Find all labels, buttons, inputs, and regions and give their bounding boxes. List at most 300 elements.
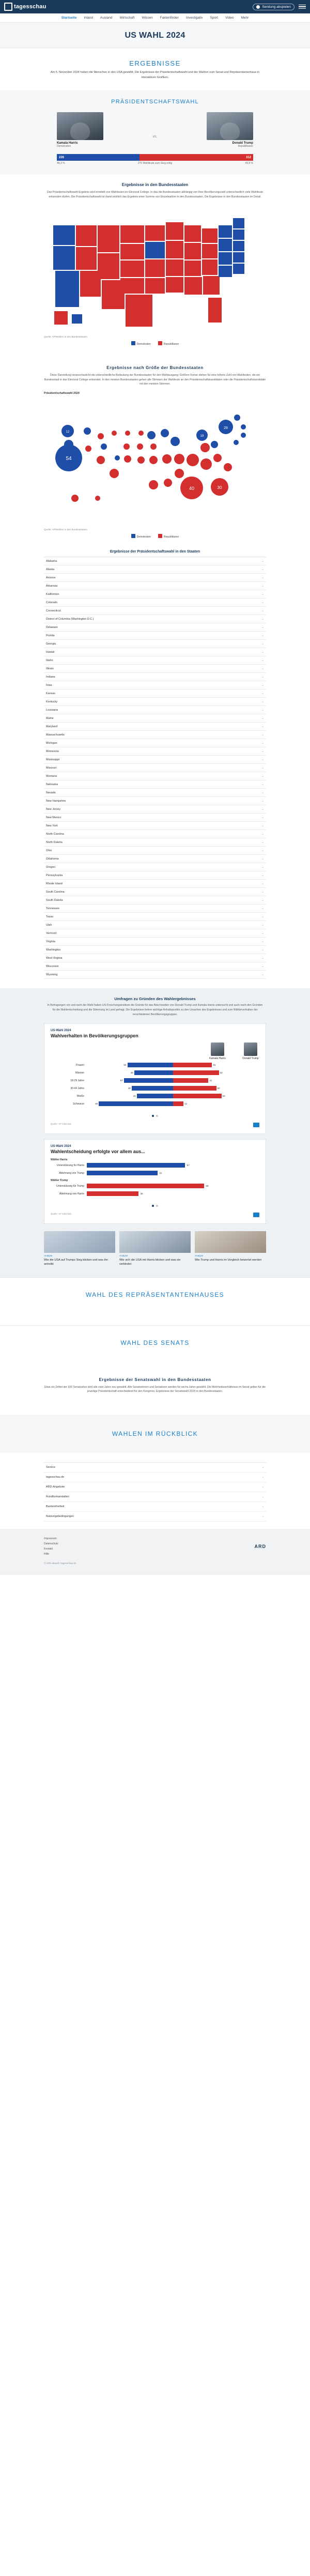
legend-republicans: Republikaner <box>158 341 179 346</box>
state-name: District of Columbia (Washington D.C.) <box>46 617 94 621</box>
chevron-down-icon: ⌄ <box>261 585 264 588</box>
state-row[interactable] <box>44 764 266 772</box>
chevron-down-icon: ⌄ <box>261 609 264 613</box>
teaser-image-2 <box>119 1231 191 1253</box>
state-row[interactable] <box>44 574 266 582</box>
chart1-title: Wahlverhalten in Bevölkerungsgruppen <box>51 1033 138 1038</box>
bubble-legend-democrats: Demokraten <box>131 534 151 539</box>
chart2-value: 30 <box>140 1192 143 1195</box>
state-name: Illinois <box>46 667 54 670</box>
chevron-down-icon: ⌄ <box>261 766 264 770</box>
nav-item-wissen[interactable]: Wissen <box>142 16 153 20</box>
state-name: New Mexico <box>46 816 61 819</box>
tagesschau-logo-icon <box>4 3 12 11</box>
state-row[interactable] <box>44 913 266 921</box>
page-title-band <box>0 23 310 48</box>
chevron-down-icon: ⌄ <box>261 948 264 952</box>
ard-logo: ARD <box>254 1544 266 1550</box>
candidate-party-harris: Demokraten <box>57 145 71 148</box>
share-icon[interactable] <box>253 1123 259 1127</box>
footer-link[interactable] <box>44 1473 266 1482</box>
state-row[interactable] <box>44 929 266 938</box>
state-row[interactable] <box>44 723 266 731</box>
percent-harris: 48,3 % <box>57 162 65 165</box>
footer-link-label: ARD-Angebote <box>46 1485 65 1489</box>
footer-meta-kontakt[interactable]: Kontakt <box>44 1547 53 1551</box>
chart1-legend-trump: Donald Trump <box>242 1042 259 1060</box>
chart1-bar-trump <box>173 1070 219 1075</box>
candidate-photo-harris <box>57 112 103 140</box>
state-name: Tennessee <box>46 907 60 910</box>
chevron-down-icon: ⌄ <box>261 1495 264 1499</box>
chart1-bar-row <box>51 1085 259 1092</box>
state-name: Alaska <box>46 568 55 571</box>
nav-item-inland[interactable]: Inland <box>84 16 94 20</box>
state-row[interactable] <box>44 880 266 888</box>
vs-label: vs. <box>152 135 158 139</box>
page-title: US WAHL 2024 <box>125 31 185 40</box>
chart1-value-trump: 50 <box>217 1087 220 1090</box>
chevron-down-icon: ⌄ <box>261 717 264 720</box>
state-row[interactable] <box>44 747 266 756</box>
chevron-down-icon: ⌄ <box>261 667 264 671</box>
map-section <box>0 174 310 348</box>
state-name: Connecticut <box>46 609 61 612</box>
chevron-down-icon: ⌄ <box>261 924 264 927</box>
chevron-down-icon: ⌄ <box>261 593 264 596</box>
state-name: Minnesota <box>46 749 59 753</box>
chart2-value: 41 <box>158 1172 162 1175</box>
state-row[interactable] <box>44 797 266 805</box>
state-name: Pennsylvania <box>46 873 63 877</box>
svg-text:30: 30 <box>217 485 222 490</box>
chevron-down-icon: ⌄ <box>261 833 264 836</box>
state-row[interactable] <box>44 888 266 896</box>
state-name: Kalifornien <box>46 592 59 596</box>
senate-results-note: Etwa ein Drittel der 100 Senatssitze wird alle zwei Jahre neu gewählt. Alle Senatorinnen und Senatoren werden für sechs Jahre gewählt. Die Mehrheitsverhältnisse im Senat gelten für die jeweilige Präsidentschaft entscheidend für den Kongress. Ergebnisse der Senatswahl 2024 in den Bundesstaaten. <box>44 1385 266 1393</box>
results-intro: Am 5. November 2024 haben die Menschen in den USA gewählt. Die Ergebnisse der Präsidentschaftswahl und der Wahlen zum Senat und Repräsentantenhaus in interaktiven Grafiken. <box>50 71 260 79</box>
percent-trump: 49,9 % <box>245 162 253 165</box>
state-name: Kansas <box>46 692 55 695</box>
state-row[interactable] <box>44 847 266 855</box>
footer-link-label: Service <box>46 1466 55 1469</box>
state-row[interactable] <box>44 706 266 714</box>
state-name: Indiana <box>46 675 55 679</box>
map-heading: Ergebnisse in den Bundesstaaten <box>121 182 189 187</box>
teaser-card[interactable] <box>44 1231 115 1267</box>
footer-link[interactable] <box>44 1482 266 1492</box>
footer-bottom <box>0 1529 310 1575</box>
chart2-bar <box>87 1184 204 1188</box>
candidate-harris <box>57 112 103 148</box>
state-name: Utah <box>46 923 52 927</box>
electoral-vote-bar <box>57 154 253 161</box>
candidate-photo-trump <box>207 112 253 140</box>
chart2-section-label: Wähler Harris <box>51 1158 68 1161</box>
state-row[interactable] <box>44 615 266 623</box>
chart1-bar-harris <box>128 1063 174 1067</box>
chart1-value-harris: 57 <box>120 1079 123 1082</box>
state-row[interactable] <box>44 648 266 656</box>
state-row[interactable] <box>44 714 266 723</box>
state-row[interactable] <box>44 640 266 648</box>
candidate-trump <box>207 112 253 148</box>
state-row[interactable] <box>44 772 266 780</box>
state-name: Nebraska <box>46 783 58 786</box>
state-row[interactable] <box>44 822 266 830</box>
chart1-bar-harris <box>99 1101 173 1106</box>
house-section-heading: WAHL DES REPRÄSENTANTENHAUSES <box>0 1277 310 1312</box>
state-name: Arizona <box>46 576 56 579</box>
chart1-row-label: 30-44 Jahre <box>70 1086 84 1090</box>
senate-results-section <box>0 1360 310 1402</box>
state-row[interactable] <box>44 954 266 962</box>
state-name: Kentucky <box>46 700 58 703</box>
chevron-down-icon: ⌄ <box>261 1466 264 1469</box>
state-row[interactable] <box>44 632 266 640</box>
nav-item-ausland[interactable]: Ausland <box>100 16 113 20</box>
menu-icon[interactable] <box>299 5 306 9</box>
legend-avatar-harris <box>211 1042 224 1056</box>
map-legend <box>0 341 310 346</box>
chevron-down-icon: ⌄ <box>261 824 264 828</box>
chart1-value-trump: 56 <box>222 1095 225 1098</box>
state-name: Oregon <box>46 865 55 869</box>
chart-card-voter-groups <box>44 1023 266 1134</box>
us-bubble-map[interactable] <box>44 397 266 526</box>
state-row[interactable] <box>44 971 266 979</box>
chevron-down-icon: ⌄ <box>261 791 264 795</box>
state-row[interactable] <box>44 921 266 929</box>
state-name: Wisconsin <box>46 964 59 968</box>
share-icon[interactable] <box>253 1213 259 1217</box>
chevron-down-icon: ⌄ <box>261 659 264 663</box>
state-name: South Dakota <box>46 898 63 902</box>
footer-link-label: Barrierefreiheit <box>46 1505 65 1509</box>
state-row[interactable] <box>44 665 266 673</box>
chevron-down-icon: ⌄ <box>261 808 264 811</box>
state-name: Texas <box>46 915 54 918</box>
candidate-name-harris: Kamala Harris <box>57 142 78 145</box>
map-caption: Quelle: AP/Wahlen in den Bundesstaaten <box>44 335 88 338</box>
chevron-down-icon: ⌄ <box>261 907 264 911</box>
chevron-down-icon: ⌄ <box>261 783 264 787</box>
state-row[interactable] <box>44 863 266 871</box>
play-video-button[interactable] <box>253 4 295 10</box>
nav-item-faktenfinder[interactable]: Faktenfinder <box>160 16 179 20</box>
state-name: Montana <box>46 774 57 778</box>
chart2-bar-row <box>51 1170 259 1176</box>
chevron-down-icon: ⌄ <box>261 618 264 621</box>
chart1-bar-row <box>51 1078 259 1084</box>
state-name: Vermont <box>46 931 57 935</box>
state-row[interactable] <box>44 830 266 838</box>
state-name: Wyoming <box>46 973 58 976</box>
state-row[interactable] <box>44 739 266 747</box>
state-row[interactable] <box>44 623 266 632</box>
footer-meta-hilfe[interactable]: Hilfe <box>44 1553 50 1556</box>
bubble-legend <box>0 534 310 539</box>
chart1-row-label: Weiße <box>76 1094 84 1098</box>
state-row[interactable] <box>44 582 266 590</box>
chart2-row-label: Unterstützung für Harris <box>56 1163 84 1167</box>
chart2-bar <box>87 1163 185 1168</box>
chart2-row-label: Unterstützung für Trump <box>56 1184 84 1188</box>
results-section-header <box>0 48 310 83</box>
state-row[interactable] <box>44 698 266 706</box>
svg-text:12: 12 <box>66 431 70 434</box>
state-row[interactable] <box>44 896 266 904</box>
state-row[interactable] <box>44 946 266 954</box>
chart1-bar-trump <box>173 1086 216 1091</box>
chevron-down-icon: ⌄ <box>261 576 264 580</box>
chart1-bar-harris <box>132 1086 173 1091</box>
state-name: Florida <box>46 634 55 637</box>
state-row[interactable] <box>44 689 266 698</box>
teaser-title: Wie sich die USA mit Harris blicken und was sie verbindet <box>119 1258 181 1266</box>
chart1-legend-harris: Kamala Harris <box>209 1042 226 1060</box>
footer-link[interactable] <box>44 1512 266 1522</box>
state-row[interactable] <box>44 962 266 971</box>
chevron-down-icon: ⌄ <box>261 891 264 894</box>
state-row[interactable] <box>44 789 266 797</box>
footer-link-label: Nutzungsbedingungen <box>46 1515 74 1519</box>
chart1-value-trump: 45 <box>213 1064 216 1067</box>
state-name: South Carolina <box>46 890 65 894</box>
chart1-bar-row <box>51 1070 259 1076</box>
electoral-bar-trump: 312 <box>140 154 253 161</box>
copyright: © ARD-aktuell / tagesschau.de <box>44 1562 76 1565</box>
state-name: Mississippi <box>46 758 60 761</box>
chart1-row-label: 18-29 Jahre <box>70 1079 84 1082</box>
chart2-row-label: Ablehnung von Harris <box>59 1192 84 1195</box>
state-name: Virginia <box>46 940 55 943</box>
chart1-bar-trump <box>173 1101 183 1106</box>
state-row[interactable] <box>44 590 266 599</box>
nav-item-mehr[interactable]: Mehr <box>241 16 249 20</box>
chevron-down-icon: ⌄ <box>261 775 264 778</box>
state-row[interactable] <box>44 756 266 764</box>
state-name: Massachusetts <box>46 733 65 737</box>
bubble-subheading: Präsidentschaftswahl 2024 <box>44 392 80 395</box>
teaser-card[interactable] <box>119 1231 191 1267</box>
top-bar <box>0 0 310 13</box>
chevron-down-icon: ⌄ <box>261 882 264 886</box>
chart1-value-trump: 12 <box>184 1102 188 1106</box>
state-name: Nevada <box>46 791 56 794</box>
teaser-card[interactable] <box>195 1231 266 1267</box>
us-states-map[interactable] <box>44 205 266 334</box>
chart1-value-harris: 48 <box>128 1087 131 1090</box>
chevron-down-icon: ⌄ <box>261 709 264 712</box>
chevron-down-icon: ⌄ <box>261 750 264 754</box>
map-note: Das Präsidentschaftswahl-Ergebnis wird ermittelt von Wahlleuten im Electoral College. In das die Bundesstaaten abhängig von ihrer Bevölkerungszahl unterschiedlich viele Wahlleute entsenden dürfen. Die Präsidentschaftswahl ist damit letztlich das Ergebnis einer Summe von Einzelwahlen in den Bundesstaaten. Die Ergebnisse in den Bundesstaaten im Detail. <box>47 191 263 198</box>
footer-link-label: Rundfunkanstalten <box>46 1495 69 1499</box>
state-name: Idaho <box>46 658 53 662</box>
chevron-down-icon: ⌄ <box>261 940 264 944</box>
nav-item-video[interactable]: Video <box>225 16 234 20</box>
chart1-row-label: Frauen <box>76 1063 84 1067</box>
footer-link[interactable] <box>44 1502 266 1512</box>
footer-link-label: tagesschau.de <box>46 1476 65 1479</box>
chevron-down-icon: ⌄ <box>261 642 264 646</box>
chart2-source: Quelle: AP VoteCast <box>51 1212 71 1215</box>
site-logo[interactable] <box>4 3 47 11</box>
state-row[interactable] <box>44 904 266 913</box>
state-name: New York <box>46 824 58 827</box>
state-row[interactable] <box>44 805 266 814</box>
chart2-bar-row <box>51 1191 259 1197</box>
footer-meta-impressum[interactable]: Impressum <box>44 1537 57 1541</box>
state-row[interactable] <box>44 607 266 615</box>
chevron-down-icon: ⌄ <box>261 874 264 878</box>
teaser-tag: Analyse <box>119 1254 128 1257</box>
chevron-down-icon: ⌄ <box>261 601 264 605</box>
nav-item-sport[interactable]: Sport <box>210 16 218 20</box>
state-name: New Hampshire <box>46 799 66 803</box>
chevron-down-icon: ⌄ <box>261 684 264 687</box>
chevron-down-icon: ⌄ <box>261 957 264 960</box>
chart2-value: 68 <box>205 1185 209 1188</box>
state-row[interactable] <box>44 565 266 574</box>
chevron-down-icon: ⌄ <box>261 841 264 845</box>
chevron-down-icon: ⌄ <box>261 626 264 630</box>
chart1-bar-harris <box>124 1078 173 1083</box>
teaser-title: Wie Trump und Harris im Vergleich bewertet werden <box>195 1258 262 1262</box>
chart1-value-harris: 86 <box>95 1102 98 1106</box>
chart2-kicker: US-Wahl 2024 <box>51 1144 71 1148</box>
chart1-bar-harris <box>134 1070 173 1075</box>
chart2-row-label: Ablehnung von Trump <box>59 1171 84 1175</box>
chevron-down-icon: ⌄ <box>261 742 264 745</box>
bubble-caption: Quelle: AP/Wahlen in den Bundesstaaten <box>44 528 88 531</box>
teaser-row-1 <box>44 1231 266 1267</box>
state-row[interactable] <box>44 938 266 946</box>
chevron-down-icon: ⌄ <box>261 692 264 696</box>
state-row[interactable] <box>44 656 266 665</box>
play-video-label: Sendung abspielen <box>262 5 291 9</box>
svg-text:40: 40 <box>189 486 195 492</box>
main-nav <box>0 13 310 23</box>
nav-item-wirtschaft[interactable]: Wirtschaft <box>119 16 135 20</box>
chevron-down-icon: ⌄ <box>261 1476 264 1479</box>
polls-heading: Umfragen zu Gründen des Wahlergebnisses <box>114 996 196 1002</box>
chart2-bar-row <box>51 1183 259 1189</box>
electoral-bar-harris: 226 <box>57 154 140 161</box>
chevron-down-icon: ⌄ <box>261 965 264 969</box>
chart1-bar-trump <box>173 1078 208 1083</box>
nav-item-investigativ[interactable]: Investigativ <box>185 16 203 20</box>
chevron-down-icon: ⌄ <box>261 700 264 704</box>
chart2-bars <box>51 1158 259 1197</box>
state-name: Ohio <box>46 849 52 852</box>
chart1-bars <box>51 1062 259 1107</box>
bubble-section <box>0 348 310 541</box>
chart2-value: 57 <box>186 1164 190 1167</box>
chart1-kicker: US-Wahl 2024 <box>51 1029 71 1032</box>
chart1-value-harris: 42 <box>133 1095 136 1098</box>
state-row[interactable] <box>44 557 266 565</box>
nav-item-startseite[interactable]: Startseite <box>61 16 77 20</box>
chart1-bar-row <box>51 1093 259 1099</box>
chart1-pagination[interactable] <box>51 1110 259 1120</box>
state-row[interactable] <box>44 838 266 847</box>
chevron-down-icon: ⌄ <box>261 1485 264 1489</box>
state-name: North Carolina <box>46 832 64 836</box>
state-row[interactable] <box>44 599 266 607</box>
chart1-row-label: Männer <box>75 1071 84 1075</box>
chevron-down-icon: ⌄ <box>261 899 264 902</box>
chart1-bar-row <box>51 1062 259 1068</box>
presidential-heading: PRÄSIDENTSCHAFTSWAHL <box>111 99 199 105</box>
chevron-down-icon: ⌄ <box>261 915 264 919</box>
legend-avatar-trump <box>244 1042 257 1056</box>
bubble-legend-republicans: Republikaner <box>158 534 179 539</box>
state-name: Delaware <box>46 625 58 629</box>
chevron-down-icon: ⌄ <box>261 758 264 762</box>
footer-meta-datenschutz[interactable]: Datenschutz <box>44 1542 58 1546</box>
state-name: Rhode Island <box>46 882 63 885</box>
teaser-image-3 <box>195 1231 266 1253</box>
teaser-title: Wie die USA auf Trumps Sieg blicken und was ihn antreibt <box>44 1258 109 1266</box>
legend-democrats: Demokraten <box>131 341 151 346</box>
candidate-name-trump: Donald Trump <box>232 142 253 145</box>
electoral-threshold-label: 270 Wahlleute zum Sieg nötig <box>137 162 173 165</box>
chevron-down-icon: ⌄ <box>261 932 264 936</box>
chevron-down-icon: ⌄ <box>261 973 264 977</box>
state-name: Arkansas <box>46 584 58 588</box>
chart2-pagination[interactable] <box>51 1200 259 1209</box>
state-name: Louisiana <box>46 708 58 712</box>
states-list-heading: Ergebnisse der Präsidentschaftswahl in den Staaten <box>110 550 200 554</box>
chart1-source: Quelle: AP VoteCast <box>51 1122 71 1125</box>
state-name: Georgia <box>46 642 56 646</box>
play-icon <box>256 5 260 9</box>
state-row[interactable] <box>44 855 266 863</box>
state-row[interactable] <box>44 681 266 689</box>
state-row[interactable] <box>44 673 266 681</box>
chevron-down-icon: ⌄ <box>261 634 264 638</box>
state-row[interactable] <box>44 731 266 739</box>
candidate-row <box>57 112 253 148</box>
chevron-down-icon: ⌄ <box>261 676 264 679</box>
states-accordion-list <box>44 557 266 979</box>
state-row[interactable] <box>44 871 266 880</box>
state-row[interactable] <box>44 814 266 822</box>
bubble-heading: Ergebnisse nach Größe der Bundesstaaten <box>106 365 204 370</box>
chevron-down-icon: ⌄ <box>261 857 264 861</box>
chevron-down-icon: ⌄ <box>261 733 264 737</box>
footer-link[interactable] <box>44 1463 266 1473</box>
chart2-bar <box>87 1171 158 1175</box>
state-name: Washington <box>46 948 61 952</box>
chart1-value-harris: 53 <box>123 1064 127 1067</box>
chart2-bar-row <box>51 1162 259 1169</box>
chevron-down-icon: ⌄ <box>261 651 264 654</box>
footer-link[interactable] <box>44 1492 266 1502</box>
chevron-down-icon: ⌄ <box>261 725 264 729</box>
ruckblick-heading: WAHLEN IM RÜCKBLICK <box>0 1415 310 1453</box>
chart1-bar-row <box>51 1101 259 1107</box>
state-name: North Dakota <box>46 840 63 844</box>
state-name: Maine <box>46 716 54 720</box>
svg-text:19: 19 <box>200 435 204 438</box>
chevron-down-icon: ⌄ <box>261 866 264 869</box>
chevron-down-icon: ⌄ <box>261 800 264 803</box>
chart1-bar-harris <box>137 1094 173 1098</box>
chart1-value-trump: 41 <box>209 1079 212 1082</box>
state-row[interactable] <box>44 780 266 789</box>
